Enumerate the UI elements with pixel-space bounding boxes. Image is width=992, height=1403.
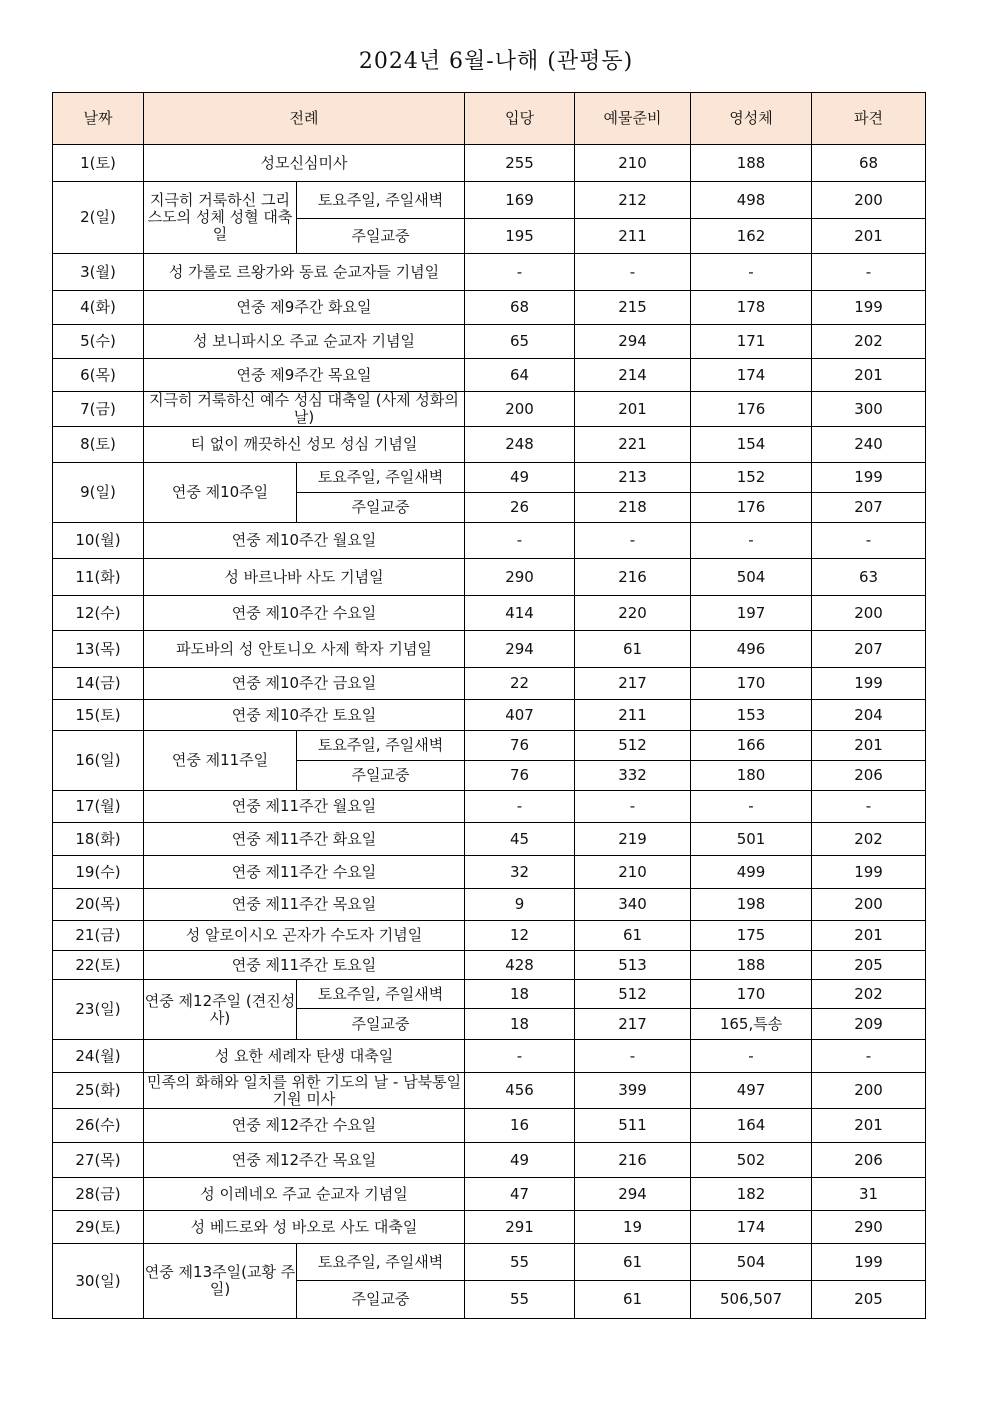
dismissal-value: 207 <box>812 631 926 668</box>
offertory-value: 219 <box>575 823 691 856</box>
dismissal-value: 206 <box>812 1143 926 1178</box>
page-title: 2024년 6월-나해 (관평동) <box>358 49 634 74</box>
communion-value: 162 <box>691 219 812 254</box>
table-row <box>53 1143 926 1178</box>
date-cell: 16(일) <box>53 731 144 791</box>
entrance-value: 169 <box>465 182 575 219</box>
entrance-value: 12 <box>465 921 575 951</box>
dismissal-value: 202 <box>812 823 926 856</box>
liturgy-cell: 연중 제13주일(교황 주일) <box>144 1244 297 1319</box>
entrance-value: 55 <box>465 1281 575 1319</box>
offertory-value: 512 <box>575 980 691 1009</box>
offertory-value: 294 <box>575 325 691 359</box>
date-cell: 15(토) <box>53 700 144 731</box>
table-row <box>53 182 926 219</box>
header-date: 날짜 <box>53 93 144 145</box>
liturgy-cell: 연중 제11주간 화요일 <box>144 823 465 856</box>
table-row <box>53 700 926 731</box>
communion-value: - <box>691 523 812 559</box>
liturgy-cell: 연중 제11주간 수요일 <box>144 856 465 889</box>
table-body <box>53 145 926 1319</box>
date-cell: 28(금) <box>53 1178 144 1211</box>
offertory-value: 220 <box>575 596 691 631</box>
mass-name-cell: 주일교중 <box>297 493 465 523</box>
communion-value: - <box>691 1040 812 1073</box>
entrance-value: 76 <box>465 761 575 791</box>
entrance-value: 68 <box>465 291 575 325</box>
communion-value: 506,507 <box>691 1281 812 1319</box>
header-liturgy: 전례 <box>144 93 465 145</box>
communion-value: 176 <box>691 392 812 427</box>
liturgy-cell: 성 보니파시오 주교 순교자 기념일 <box>144 325 465 359</box>
table-row <box>53 791 926 823</box>
offertory-value: 61 <box>575 921 691 951</box>
offertory-value: 214 <box>575 359 691 392</box>
entrance-value: 18 <box>465 1009 575 1040</box>
entrance-value: 65 <box>465 325 575 359</box>
liturgy-cell: 연중 제9주간 화요일 <box>144 291 465 325</box>
date-cell: 1(토) <box>53 145 144 182</box>
mass-name-cell: 주일교중 <box>297 1009 465 1040</box>
date-cell: 30(일) <box>53 1244 144 1319</box>
communion-value: 171 <box>691 325 812 359</box>
entrance-value: 32 <box>465 856 575 889</box>
dismissal-value: 290 <box>812 1211 926 1244</box>
dismissal-value: 199 <box>812 668 926 700</box>
offertory-value: 210 <box>575 856 691 889</box>
dismissal-value: 31 <box>812 1178 926 1211</box>
dismissal-value: 199 <box>812 291 926 325</box>
entrance-value: 291 <box>465 1211 575 1244</box>
entrance-value: 200 <box>465 392 575 427</box>
dismissal-value: 199 <box>812 856 926 889</box>
offertory-value: 19 <box>575 1211 691 1244</box>
schedule-table <box>52 92 926 1319</box>
offertory-value: 61 <box>575 1281 691 1319</box>
liturgy-cell: 성 가롤로 르왕가와 동료 순교자들 기념일 <box>144 254 465 291</box>
liturgy-cell: 연중 제10주일 <box>144 463 297 523</box>
communion-value: 166 <box>691 731 812 761</box>
table-row <box>53 1244 926 1281</box>
date-cell: 18(화) <box>53 823 144 856</box>
offertory-value: 217 <box>575 668 691 700</box>
entrance-value: 18 <box>465 980 575 1009</box>
dismissal-value: 63 <box>812 559 926 596</box>
entrance-value: 428 <box>465 951 575 980</box>
table-row <box>53 145 926 182</box>
dismissal-value: 199 <box>812 463 926 493</box>
offertory-value: - <box>575 523 691 559</box>
table-row <box>53 1211 926 1244</box>
date-cell: 2(일) <box>53 182 144 254</box>
header-dismissal: 파견 <box>812 93 926 145</box>
liturgy-cell: 연중 제9주간 목요일 <box>144 359 465 392</box>
table-row <box>53 427 926 463</box>
offertory-value: 217 <box>575 1009 691 1040</box>
date-cell: 25(화) <box>53 1073 144 1109</box>
communion-value: 153 <box>691 700 812 731</box>
entrance-value: 456 <box>465 1073 575 1109</box>
date-cell: 20(목) <box>53 889 144 921</box>
liturgy-cell: 연중 제11주간 토요일 <box>144 951 465 980</box>
liturgy-cell: 성모신심미사 <box>144 145 465 182</box>
communion-value: 174 <box>691 359 812 392</box>
communion-value: 498 <box>691 182 812 219</box>
dismissal-value: 201 <box>812 359 926 392</box>
liturgy-cell: 연중 제10주간 월요일 <box>144 523 465 559</box>
offertory-value: 215 <box>575 291 691 325</box>
liturgy-cell: 연중 제11주간 월요일 <box>144 791 465 823</box>
table-row <box>53 1040 926 1073</box>
header-offertory: 예물준비 <box>575 93 691 145</box>
communion-value: 170 <box>691 980 812 1009</box>
entrance-value: 49 <box>465 463 575 493</box>
offertory-value: - <box>575 791 691 823</box>
table-row <box>53 631 926 668</box>
communion-value: 180 <box>691 761 812 791</box>
communion-value: 175 <box>691 921 812 951</box>
table-row <box>53 1109 926 1143</box>
offertory-value: 332 <box>575 761 691 791</box>
liturgy-cell: 성 요한 세례자 탄생 대축일 <box>144 1040 465 1073</box>
offertory-value: - <box>575 254 691 291</box>
entrance-value: 290 <box>465 559 575 596</box>
mass-name-cell: 토요주일, 주일새벽 <box>297 980 465 1009</box>
dismissal-value: - <box>812 254 926 291</box>
liturgy-cell: 파도바의 성 안토니오 사제 학자 기념일 <box>144 631 465 668</box>
communion-value: 496 <box>691 631 812 668</box>
liturgy-cell: 연중 제10주간 토요일 <box>144 700 465 731</box>
communion-value: 176 <box>691 493 812 523</box>
communion-value: 178 <box>691 291 812 325</box>
date-cell: 5(수) <box>53 325 144 359</box>
table-row <box>53 951 926 980</box>
liturgy-cell: 연중 제10주간 수요일 <box>144 596 465 631</box>
date-cell: 3(월) <box>53 254 144 291</box>
communion-value: 198 <box>691 889 812 921</box>
liturgy-cell: 성 바르나바 사도 기념일 <box>144 559 465 596</box>
communion-value: 502 <box>691 1143 812 1178</box>
liturgy-cell: 성 베드로와 성 바오로 사도 대축일 <box>144 1211 465 1244</box>
offertory-value: 221 <box>575 427 691 463</box>
header-entrance: 입당 <box>465 93 575 145</box>
table-row <box>53 325 926 359</box>
liturgy-cell: 성 이레네오 주교 순교자 기념일 <box>144 1178 465 1211</box>
entrance-value: 49 <box>465 1143 575 1178</box>
liturgy-cell: 지극히 거룩하신 그리스도의 성체 성혈 대축일 <box>144 182 297 254</box>
entrance-value: 9 <box>465 889 575 921</box>
date-cell: 8(토) <box>53 427 144 463</box>
communion-value: 188 <box>691 951 812 980</box>
header-row <box>53 93 926 145</box>
dismissal-value: 204 <box>812 700 926 731</box>
table-row <box>53 359 926 392</box>
table-row <box>53 889 926 921</box>
liturgy-cell: 연중 제10주간 금요일 <box>144 668 465 700</box>
offertory-value: 212 <box>575 182 691 219</box>
offertory-value: 216 <box>575 1143 691 1178</box>
table-row <box>53 921 926 951</box>
offertory-value: 61 <box>575 1244 691 1281</box>
offertory-value: 294 <box>575 1178 691 1211</box>
dismissal-value: 300 <box>812 392 926 427</box>
header-communion: 영성체 <box>691 93 812 145</box>
entrance-value: 22 <box>465 668 575 700</box>
offertory-value: 211 <box>575 700 691 731</box>
communion-value: 164 <box>691 1109 812 1143</box>
entrance-value: 45 <box>465 823 575 856</box>
table-row <box>53 463 926 493</box>
offertory-value: 211 <box>575 219 691 254</box>
entrance-value: 294 <box>465 631 575 668</box>
table-row <box>53 559 926 596</box>
date-cell: 22(토) <box>53 951 144 980</box>
date-cell: 27(목) <box>53 1143 144 1178</box>
dismissal-value: 200 <box>812 182 926 219</box>
date-cell: 14(금) <box>53 668 144 700</box>
table-row <box>53 1073 926 1109</box>
entrance-value: - <box>465 1040 575 1073</box>
offertory-value: 399 <box>575 1073 691 1109</box>
mass-name-cell: 토요주일, 주일새벽 <box>297 1244 465 1281</box>
dismissal-value: 199 <box>812 1244 926 1281</box>
communion-value: 197 <box>691 596 812 631</box>
mass-name-cell: 토요주일, 주일새벽 <box>297 731 465 761</box>
dismissal-value: 68 <box>812 145 926 182</box>
date-cell: 4(화) <box>53 291 144 325</box>
table-row <box>53 856 926 889</box>
entrance-value: - <box>465 254 575 291</box>
entrance-value: 248 <box>465 427 575 463</box>
dismissal-value: 200 <box>812 596 926 631</box>
liturgy-cell: 성 알로이시오 곤자가 수도자 기념일 <box>144 921 465 951</box>
date-cell: 12(수) <box>53 596 144 631</box>
entrance-value: 195 <box>465 219 575 254</box>
dismissal-value: 202 <box>812 325 926 359</box>
entrance-value: 16 <box>465 1109 575 1143</box>
date-cell: 29(토) <box>53 1211 144 1244</box>
communion-value: 504 <box>691 1244 812 1281</box>
communion-value: - <box>691 791 812 823</box>
dismissal-value: 201 <box>812 219 926 254</box>
communion-value: - <box>691 254 812 291</box>
entrance-value: 414 <box>465 596 575 631</box>
mass-name-cell: 주일교중 <box>297 219 465 254</box>
dismissal-value: 205 <box>812 951 926 980</box>
date-cell: 11(화) <box>53 559 144 596</box>
communion-value: 504 <box>691 559 812 596</box>
table-row <box>53 668 926 700</box>
entrance-value: 26 <box>465 493 575 523</box>
entrance-value: 76 <box>465 731 575 761</box>
dismissal-value: - <box>812 523 926 559</box>
date-cell: 26(수) <box>53 1109 144 1143</box>
offertory-value: 512 <box>575 731 691 761</box>
dismissal-value: 200 <box>812 889 926 921</box>
communion-value: 499 <box>691 856 812 889</box>
dismissal-value: 201 <box>812 1109 926 1143</box>
entrance-value: - <box>465 791 575 823</box>
date-cell: 24(월) <box>53 1040 144 1073</box>
date-cell: 9(일) <box>53 463 144 523</box>
offertory-value: 340 <box>575 889 691 921</box>
dismissal-value: 240 <box>812 427 926 463</box>
dismissal-value: 200 <box>812 1073 926 1109</box>
date-cell: 21(금) <box>53 921 144 951</box>
communion-value: 497 <box>691 1073 812 1109</box>
mass-name-cell: 토요주일, 주일새벽 <box>297 463 465 493</box>
liturgy-cell: 연중 제12주일 (견진성사) <box>144 980 297 1040</box>
offertory-value: 210 <box>575 145 691 182</box>
communion-value: 152 <box>691 463 812 493</box>
date-cell: 13(목) <box>53 631 144 668</box>
table-row <box>53 823 926 856</box>
dismissal-value: 206 <box>812 761 926 791</box>
communion-value: 165,특송 <box>691 1009 812 1040</box>
entrance-value: 55 <box>465 1244 575 1281</box>
liturgy-cell: 티 없이 깨끗하신 성모 성심 기념일 <box>144 427 465 463</box>
mass-name-cell: 주일교중 <box>297 761 465 791</box>
liturgy-cell: 연중 제12주간 목요일 <box>144 1143 465 1178</box>
dismissal-value: 201 <box>812 921 926 951</box>
table-row <box>53 254 926 291</box>
liturgy-cell: 지극히 거룩하신 예수 성심 대축일 (사제 성화의 날) <box>144 392 465 427</box>
offertory-value: 201 <box>575 392 691 427</box>
dismissal-value: 209 <box>812 1009 926 1040</box>
liturgy-cell: 연중 제12주간 수요일 <box>144 1109 465 1143</box>
offertory-value: 216 <box>575 559 691 596</box>
offertory-value: 513 <box>575 951 691 980</box>
liturgy-cell: 연중 제11주일 <box>144 731 297 791</box>
mass-name-cell: 주일교중 <box>297 1281 465 1319</box>
entrance-value: 47 <box>465 1178 575 1211</box>
date-cell: 19(수) <box>53 856 144 889</box>
entrance-value: 255 <box>465 145 575 182</box>
communion-value: 182 <box>691 1178 812 1211</box>
date-cell: 6(목) <box>53 359 144 392</box>
dismissal-value: - <box>812 791 926 823</box>
table-row <box>53 596 926 631</box>
offertory-value: 213 <box>575 463 691 493</box>
communion-value: 170 <box>691 668 812 700</box>
dismissal-value: 207 <box>812 493 926 523</box>
offertory-value: - <box>575 1040 691 1073</box>
date-cell: 17(월) <box>53 791 144 823</box>
offertory-value: 61 <box>575 631 691 668</box>
entrance-value: - <box>465 523 575 559</box>
dismissal-value: 205 <box>812 1281 926 1319</box>
communion-value: 174 <box>691 1211 812 1244</box>
dismissal-value: 202 <box>812 980 926 1009</box>
date-cell: 23(일) <box>53 980 144 1040</box>
table-row <box>53 731 926 761</box>
table-row <box>53 980 926 1009</box>
communion-value: 154 <box>691 427 812 463</box>
table-row <box>53 392 926 427</box>
mass-name-cell: 토요주일, 주일새벽 <box>297 182 465 219</box>
liturgy-cell: 민족의 화해와 일치를 위한 기도의 날 - 남북통일 기원 미사 <box>144 1073 465 1109</box>
communion-value: 188 <box>691 145 812 182</box>
offertory-value: 218 <box>575 493 691 523</box>
communion-value: 501 <box>691 823 812 856</box>
entrance-value: 64 <box>465 359 575 392</box>
date-cell: 10(월) <box>53 523 144 559</box>
table-row <box>53 523 926 559</box>
table-row <box>53 291 926 325</box>
liturgy-cell: 연중 제11주간 목요일 <box>144 889 465 921</box>
entrance-value: 407 <box>465 700 575 731</box>
dismissal-value: 201 <box>812 731 926 761</box>
date-cell: 7(금) <box>53 392 144 427</box>
offertory-value: 511 <box>575 1109 691 1143</box>
table-row <box>53 1178 926 1211</box>
dismissal-value: - <box>812 1040 926 1073</box>
